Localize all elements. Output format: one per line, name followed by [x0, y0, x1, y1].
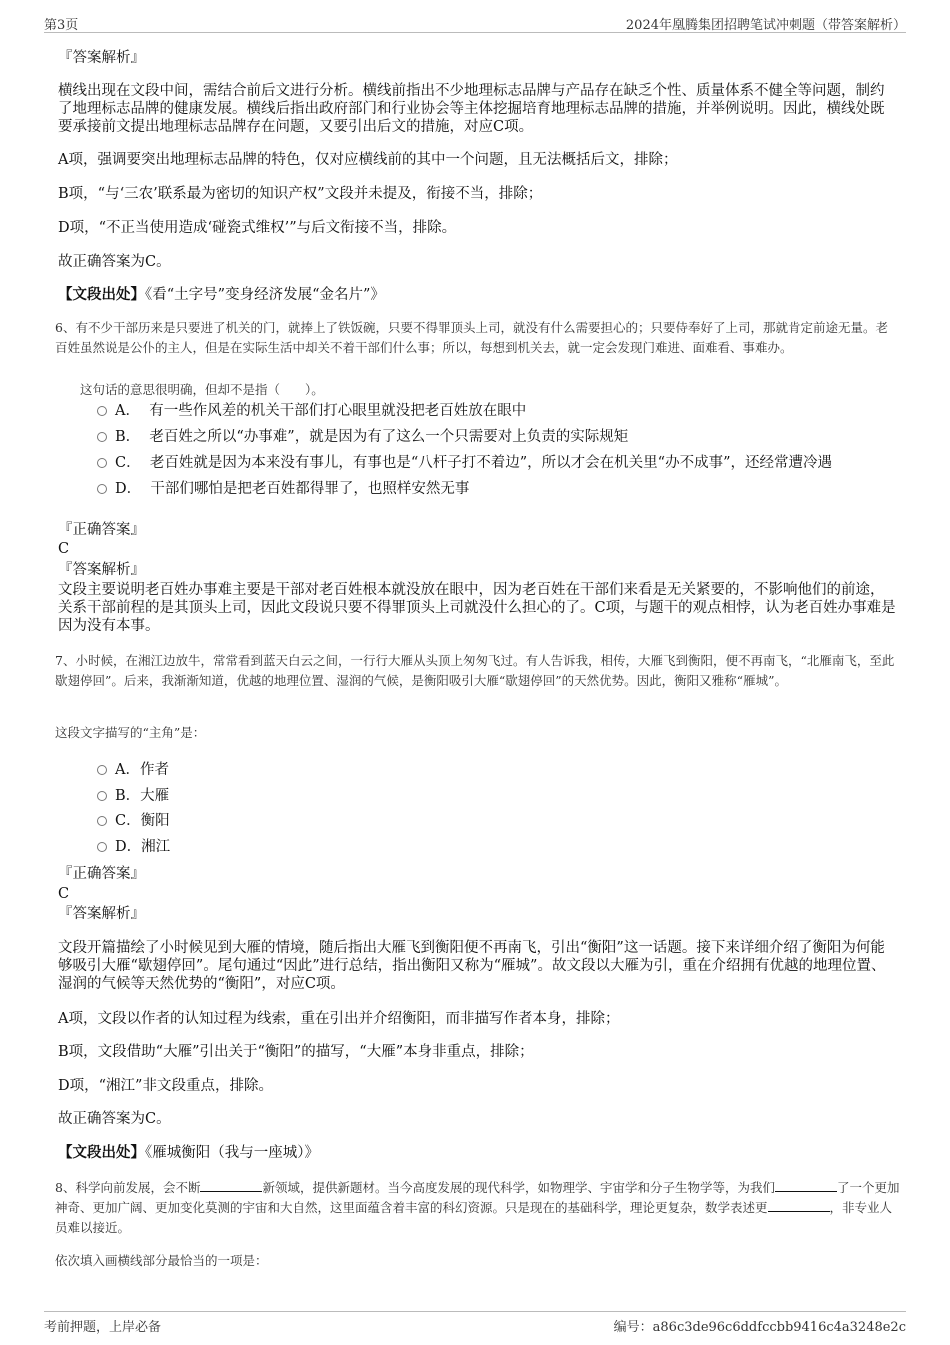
- radio-icon[interactable]: [97, 406, 107, 416]
- q5-source: [58, 286, 898, 304]
- q6-answer: C: [58, 541, 70, 557]
- q7-option-c[interactable]: C．衡阳: [97, 812, 170, 830]
- q7-analysis-option-b: B项，文段借助“大雁”引出关于“衡阳”的描写，“大雁”本身非重点，排除；: [58, 1044, 534, 1060]
- fill-blank-1[interactable]: [200, 1179, 262, 1192]
- q5-source-title: 《看“土字号”变身经济发展“金名片”》: [145, 287, 385, 303]
- q5-analysis-p1: 横线出现在文段中间，需结合前后文进行分析。横线前指出不少地理标志品牌与产品存在缺乏个性、质量体系不健全等问题，制约了地理标志品牌的健康发展。横线后指出政府部门和行业协会等主体挖掘培育地理标志品牌的措施，并举例说明。因此，横线处既要承接前文提出地理标志品牌存在问题，又要引出后文的措施，对应C项。: [58, 83, 885, 135]
- q7-source-title: 《雁城衡阳（我与一座城）》: [145, 1145, 319, 1161]
- q7-analysis-p1: 文段开篇描绘了小时候见到大雁的情境，随后指出大雁飞到衡阳便不再南飞，引出“衡阳”这一话题。接下来详细介绍了衡阳为何能够吸引大雁“歇翅停回”。尾句通过“因此”进行总结，指出衡阳又称为“雁城”。故文段以大雁为引，重在介绍拥有优越的地理位置、湿润的气候等天然优势的“衡阳”，对应C项。: [58, 940, 886, 992]
- document-id: 编号：a86c3de96c6ddfccbb9416c4a3248e2c: [613, 1320, 906, 1335]
- q7-conclusion: 故正确答案为C。: [58, 1111, 171, 1127]
- q6-stem: 6、有不少干部历来是只要进了机关的门，就捧上了铁饭碗，只要不得罪顶头上司，就没有什么需要担心的；只要侍奉好了上司，那就肯定前途无量。老百姓虽然说是公仆的主人，但是在实际生活中却关不着干部们什么事；所以，每想到机关去，就一定会发现门难进、面难看、事难办。: [55, 320, 888, 355]
- q5-analysis-label: 『答案解析』: [58, 50, 145, 66]
- radio-icon[interactable]: [97, 458, 107, 468]
- footer-slogan: 考前押题，上岸必备: [44, 1320, 162, 1335]
- q7-source: [58, 1144, 898, 1162]
- radio-icon[interactable]: [97, 484, 107, 494]
- q5-analysis-option-d: D项，“不正当使用造成‘碰瓷式维权’”与后文衔接不当，排除。: [58, 220, 457, 236]
- radio-icon[interactable]: [97, 432, 107, 442]
- radio-icon[interactable]: [97, 842, 107, 852]
- radio-icon[interactable]: [97, 791, 107, 801]
- q7-analysis-option-a: A项，文段以作者的认知过程为线索，重在引出并介绍衡阳，而非描写作者本身，排除；: [58, 1011, 620, 1027]
- q7-answer-label: 『正确答案』: [58, 866, 145, 882]
- document-title: 2024年凰腾集团招聘笔试冲刺题（带答案解析）: [625, 18, 906, 33]
- q6-option-a[interactable]: A． 有一些作风差的机关干部们打心眼里就没把老百姓放在眼中: [97, 402, 526, 420]
- q7-answer: C: [58, 886, 70, 902]
- q7-analysis-option-d: D项，“湘江”非文段重点，排除。: [58, 1078, 273, 1094]
- q7-option-a[interactable]: A．作者: [97, 761, 169, 779]
- q5-conclusion: 故正确答案为C。: [58, 254, 171, 270]
- q6-analysis-label: 『答案解析』: [58, 562, 145, 578]
- q7-option-d[interactable]: D．湘江: [97, 838, 170, 856]
- q6-answer-label: 『正确答案』: [58, 522, 145, 538]
- q6-question: 这句话的意思很明确，但却不是指（ ）。: [80, 382, 324, 397]
- fill-blank-3[interactable]: [768, 1199, 830, 1212]
- q7-source-label: 【文段出处】: [58, 1144, 145, 1161]
- q6-option-c[interactable]: C． 老百姓就是因为本来没有事儿，有事也是“八杆子打不着边”，所以才会在机关里“办不成事”，还经常遭冷遇: [97, 454, 832, 472]
- q5-analysis-option-a: A项，强调要突出地理标志品牌的特色，仅对应横线前的其中一个问题，且无法概括后文，排除；: [58, 152, 678, 168]
- page-header: [44, 12, 906, 33]
- q7-option-b[interactable]: B．大雁: [97, 787, 169, 805]
- radio-icon[interactable]: [97, 816, 107, 826]
- fill-blank-2[interactable]: [775, 1179, 837, 1192]
- page-number: 第3页: [44, 18, 79, 33]
- radio-icon[interactable]: [97, 765, 107, 775]
- q6-option-d[interactable]: D． 干部们哪怕是把老百姓都得罪了，也照样安然无事: [97, 480, 469, 498]
- q6-analysis: 文段主要说明老百姓办事难主要是干部对老百姓根本就没放在眼中，因为老百姓在干部们来看是无关紧要的，不影响他们的前途，关系干部前程的是其顶头上司，因此文段说只要不得罪顶头上司就没什么担心的了。C项，与题干的观点相悖，认为老百姓办事难是因为没有本事。: [58, 582, 896, 634]
- q5-analysis-option-b: B项，“与‘三农’联系最为密切的知识产权”文段并未提及，衔接不当，排除；: [58, 186, 543, 202]
- q8-question: 依次填入画横线部分最恰当的一项是：: [55, 1253, 268, 1268]
- q7-analysis-label: 『答案解析』: [58, 906, 145, 922]
- q7-stem: 7、小时候，在湘江边放牛，常常看到蓝天白云之间，一行行大雁从头顶上匆匆飞过。有人告诉我，相传，大雁飞到衡阳，便不再南飞，“北雁南飞，至此歇翅停回”。后来，我渐渐知道，优越的地理位置、湿润的气候，是衡阳吸引大雁“歇翅停回”的天然优势。因此，衡阳又雅称“雁城”。: [55, 653, 895, 688]
- q6-option-b[interactable]: B． 老百姓之所以“办事难”，就是因为有了这么一个只需要对上负责的实际规矩: [97, 428, 628, 446]
- q8-stem: 8、科学向前发展，会不断 新领域，提供新题材。当今高度发展的现代科学，如物理学、宇宙学和分子生物学等，为我们 了一个更加神奇、更加广阔、更加变化莫测的宇宙和大自然，这里面蕴含着丰富的科幻资源。只是现在的基础科学，理论更复杂，数学表述更 ，非专业人员难以接近。: [55, 1180, 900, 1235]
- q7-question: 这段文字描写的“主角”是：: [55, 725, 206, 740]
- q5-source-label: 【文段出处】: [58, 286, 145, 303]
- page-footer: [44, 1311, 906, 1336]
